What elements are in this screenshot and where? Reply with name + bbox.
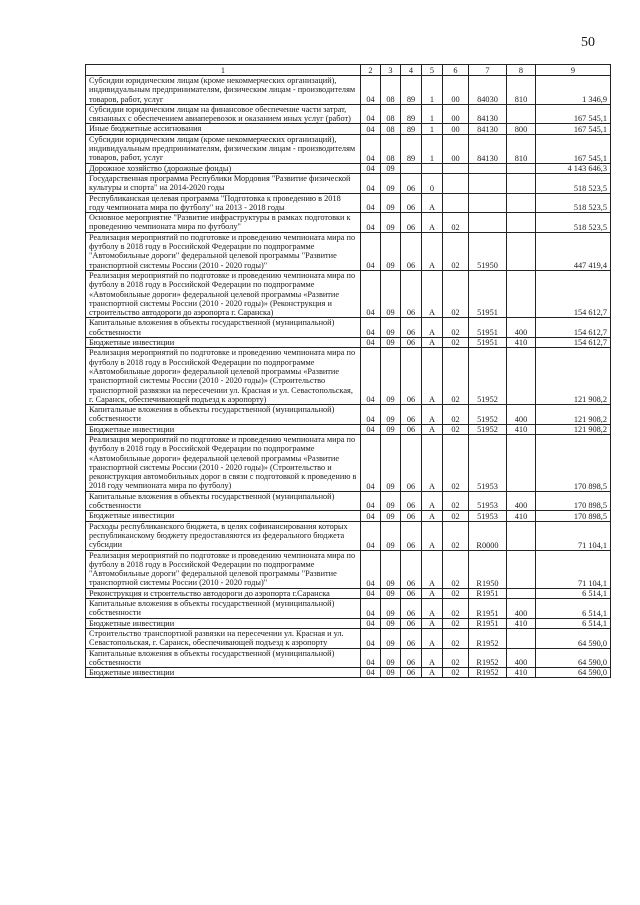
code-subsection: 09 [381, 232, 401, 270]
code-program: 06 [401, 338, 422, 348]
code-section: 04 [361, 405, 381, 425]
code-program: 06 [401, 232, 422, 270]
row-amount: 1 346,9 [536, 76, 611, 105]
row-amount: 6 514,1 [536, 588, 611, 598]
code-program: 06 [401, 648, 422, 668]
code-activity: 02 [443, 599, 469, 619]
code-subsection: 09 [381, 270, 401, 317]
code-subprogram: А [422, 434, 443, 491]
code-subsection: 09 [381, 628, 401, 648]
code-expense-type [507, 270, 536, 317]
code-direction: 51953 [469, 511, 507, 521]
code-activity: 02 [443, 491, 469, 511]
row-amount: 518 523,5 [536, 213, 611, 233]
table-row [86, 348, 611, 405]
row-amount: 121 908,2 [536, 424, 611, 434]
code-subsection: 09 [381, 213, 401, 233]
code-expense-type: 410 [507, 618, 536, 628]
code-subsection: 09 [381, 491, 401, 511]
code-program: 06 [401, 588, 422, 598]
code-activity: 02 [443, 668, 469, 678]
code-expense-type: 400 [507, 405, 536, 425]
code-direction: 51952 [469, 348, 507, 405]
code-subsection: 09 [381, 173, 401, 193]
code-expense-type: 400 [507, 599, 536, 619]
column-header: 6 [443, 65, 469, 76]
table-row [86, 76, 611, 105]
table-row [86, 618, 611, 628]
code-direction: 84130 [469, 104, 507, 124]
code-section: 04 [361, 668, 381, 678]
row-description: Бюджетные инвестиции [86, 618, 361, 628]
code-subsection: 09 [381, 338, 401, 348]
code-subsection: 08 [381, 76, 401, 105]
row-amount: 170 898,5 [536, 511, 611, 521]
code-subsection: 09 [381, 163, 401, 173]
code-activity: 02 [443, 648, 469, 668]
code-subprogram: А [422, 193, 443, 213]
code-program: 89 [401, 104, 422, 124]
code-subsection: 08 [381, 104, 401, 124]
code-direction: R1951 [469, 618, 507, 628]
page-number: 50 [581, 35, 595, 50]
table-row [86, 270, 611, 317]
code-expense-type: 410 [507, 511, 536, 521]
code-subsection: 09 [381, 599, 401, 619]
table-row [86, 134, 611, 163]
code-section: 04 [361, 511, 381, 521]
code-subsection: 09 [381, 424, 401, 434]
code-activity: 02 [443, 618, 469, 628]
code-subprogram: А [422, 668, 443, 678]
code-activity: 02 [443, 588, 469, 598]
code-section: 04 [361, 76, 381, 105]
code-expense-type [507, 163, 536, 173]
code-program: 06 [401, 521, 422, 550]
code-direction: 84130 [469, 134, 507, 163]
code-subprogram: А [422, 405, 443, 425]
row-description: Республиканская целевая программа "Подготовка к проведению в 2018 году чемпионата мира по футболу" на 2013 - 2018 годы [86, 193, 361, 213]
code-subprogram: А [422, 550, 443, 588]
code-direction: R1952 [469, 628, 507, 648]
code-section: 04 [361, 163, 381, 173]
code-section: 04 [361, 618, 381, 628]
code-subsection: 08 [381, 134, 401, 163]
table-row [86, 213, 611, 233]
code-subsection: 09 [381, 434, 401, 491]
row-description: Субсидии юридическим лицам на финансовое обеспечение части затрат, связанных с обеспечением авиаперевозок и оказанием иных услуг (работ) [86, 104, 361, 124]
table-row [86, 511, 611, 521]
code-direction [469, 163, 507, 173]
code-subprogram: А [422, 213, 443, 233]
code-direction: R1950 [469, 550, 507, 588]
code-program: 06 [401, 618, 422, 628]
row-amount: 64 590,0 [536, 628, 611, 648]
code-direction: 51950 [469, 232, 507, 270]
row-amount: 6 514,1 [536, 618, 611, 628]
row-description: Строительство транспортной развязки на пересечении ул. Красная и ул. Севастопольская, г. Саранск, обеспечивающей подъезд к аэропорту [86, 628, 361, 648]
row-amount: 121 908,2 [536, 348, 611, 405]
code-direction: R1952 [469, 668, 507, 678]
code-subsection: 09 [381, 648, 401, 668]
row-description: Капитальные вложения в объекты государственной (муниципальной) собственности [86, 318, 361, 338]
code-subsection: 09 [381, 318, 401, 338]
code-direction: 51952 [469, 405, 507, 425]
code-activity [443, 163, 469, 173]
table-row [86, 628, 611, 648]
row-description: Основное мероприятие "Развитие инфраструктуры в рамках подготовки к проведению чемпионата мира по футболу" [86, 213, 361, 233]
table-row [86, 104, 611, 124]
code-activity: 02 [443, 270, 469, 317]
code-activity: 02 [443, 511, 469, 521]
table-row [86, 163, 611, 173]
code-activity: 00 [443, 76, 469, 105]
code-subprogram: А [422, 599, 443, 619]
budget-table [85, 64, 611, 678]
code-subprogram: 1 [422, 124, 443, 134]
code-direction: 84030 [469, 76, 507, 105]
code-expense-type: 800 [507, 124, 536, 134]
code-subsection: 08 [381, 124, 401, 134]
code-program: 89 [401, 134, 422, 163]
row-amount: 167 545,1 [536, 124, 611, 134]
code-subsection: 09 [381, 668, 401, 678]
code-subprogram: А [422, 318, 443, 338]
code-subsection: 09 [381, 618, 401, 628]
code-program: 89 [401, 124, 422, 134]
code-subprogram [422, 163, 443, 173]
code-direction: 51953 [469, 491, 507, 511]
column-header: 9 [536, 65, 611, 76]
column-header: 5 [422, 65, 443, 76]
table-row [86, 338, 611, 348]
row-amount: 154 612,7 [536, 338, 611, 348]
row-description: Бюджетные инвестиции [86, 668, 361, 678]
code-expense-type [507, 213, 536, 233]
row-amount: 154 612,7 [536, 318, 611, 338]
column-header: 4 [401, 65, 422, 76]
table-row [86, 491, 611, 511]
code-program: 06 [401, 668, 422, 678]
code-subprogram: А [422, 338, 443, 348]
row-amount: 518 523,5 [536, 193, 611, 213]
code-subsection: 09 [381, 193, 401, 213]
code-section: 04 [361, 434, 381, 491]
code-activity [443, 173, 469, 193]
code-program: 06 [401, 628, 422, 648]
table-row [86, 424, 611, 434]
code-program: 89 [401, 76, 422, 105]
code-subprogram: А [422, 348, 443, 405]
code-expense-type [507, 232, 536, 270]
code-subsection: 09 [381, 521, 401, 550]
code-subprogram: А [422, 618, 443, 628]
code-program [401, 163, 422, 173]
code-program: 06 [401, 424, 422, 434]
code-subprogram: 0 [422, 173, 443, 193]
code-expense-type: 400 [507, 491, 536, 511]
code-activity: 02 [443, 424, 469, 434]
row-amount: 167 545,1 [536, 134, 611, 163]
code-section: 04 [361, 599, 381, 619]
row-description: Реализация мероприятий по подготовке и проведению чемпионата мира по футболу в 2018 году в Российской Федерации по подпрограмме «Автомобильные дороги» федеральной целевой программы «Развитие транспортной системы России (2010 - 2020 годы)» (Строительство транспортной развязки на пересечении ул. Красная и ул. Севастопольская, г. Саранск, обеспечивающей подъезд к аэропорту) [86, 348, 361, 405]
code-direction [469, 213, 507, 233]
code-subprogram: А [422, 648, 443, 668]
code-section: 04 [361, 193, 381, 213]
code-expense-type [507, 104, 536, 124]
code-expense-type: 410 [507, 668, 536, 678]
code-expense-type [507, 348, 536, 405]
code-activity [443, 193, 469, 213]
code-expense-type: 410 [507, 424, 536, 434]
table-row [86, 588, 611, 598]
row-description: Реконструкция и строительство автодороги до аэропорта г.Саранска [86, 588, 361, 598]
code-subsection: 09 [381, 588, 401, 598]
code-section: 04 [361, 318, 381, 338]
column-header: 1 [86, 65, 361, 76]
code-activity: 00 [443, 134, 469, 163]
row-description: Иные бюджетные ассигнования [86, 124, 361, 134]
code-direction: 84130 [469, 124, 507, 134]
code-activity: 02 [443, 405, 469, 425]
code-program: 06 [401, 434, 422, 491]
code-direction: 51951 [469, 338, 507, 348]
code-section: 04 [361, 348, 381, 405]
column-header: 8 [507, 65, 536, 76]
code-section: 04 [361, 550, 381, 588]
row-description: Капитальные вложения в объекты государственной (муниципальной) собственности [86, 648, 361, 668]
code-expense-type: 810 [507, 76, 536, 105]
code-activity: 02 [443, 232, 469, 270]
row-description: Капитальные вложения в объекты государственной (муниципальной) собственности [86, 599, 361, 619]
table-row [86, 173, 611, 193]
code-section: 04 [361, 491, 381, 511]
table-row [86, 668, 611, 678]
row-amount: 167 545,1 [536, 104, 611, 124]
table-row [86, 318, 611, 338]
row-amount: 6 514,1 [536, 599, 611, 619]
code-activity: 02 [443, 348, 469, 405]
code-direction [469, 193, 507, 213]
table-header-row [86, 65, 611, 76]
row-amount: 71 104,1 [536, 521, 611, 550]
code-activity: 02 [443, 550, 469, 588]
code-subsection: 09 [381, 348, 401, 405]
code-program: 06 [401, 270, 422, 317]
code-expense-type [507, 628, 536, 648]
code-expense-type [507, 521, 536, 550]
code-expense-type [507, 550, 536, 588]
code-activity: 02 [443, 338, 469, 348]
code-activity: 02 [443, 521, 469, 550]
code-expense-type: 410 [507, 338, 536, 348]
code-section: 04 [361, 232, 381, 270]
code-program: 06 [401, 348, 422, 405]
row-description: Субсидии юридическим лицам (кроме некоммерческих организаций), индивидуальным предпринимателям, физическим лицам - производителям товаров, работ, услуг [86, 76, 361, 105]
code-activity: 02 [443, 213, 469, 233]
code-section: 04 [361, 173, 381, 193]
row-amount: 71 104,1 [536, 550, 611, 588]
code-program: 06 [401, 491, 422, 511]
code-program: 06 [401, 550, 422, 588]
code-subsection: 09 [381, 550, 401, 588]
code-subprogram: А [422, 232, 443, 270]
code-subsection: 09 [381, 511, 401, 521]
row-amount: 64 590,0 [536, 668, 611, 678]
code-subprogram: А [422, 511, 443, 521]
row-amount: 170 898,5 [536, 434, 611, 491]
row-description: Реализация мероприятий по подготовке и проведению чемпионата мира по футболу в 2018 году в Российской Федерации по подпрограмме «Автомобильные дороги» федеральной целевой программы «Развитие транспортной системы России (2010 - 2020 годы)» (Строительство и реконструкция автомобильных дорог в связи с подготовкой к проведению в 2018 году чемпионата мира по футболу) [86, 434, 361, 491]
row-description: Капитальные вложения в объекты государственной (муниципальной) собственности [86, 491, 361, 511]
row-amount: 170 898,5 [536, 491, 611, 511]
code-section: 04 [361, 338, 381, 348]
code-section: 04 [361, 628, 381, 648]
code-section: 04 [361, 134, 381, 163]
code-subprogram: 1 [422, 134, 443, 163]
table-row [86, 521, 611, 550]
code-expense-type [507, 193, 536, 213]
row-description: Бюджетные инвестиции [86, 511, 361, 521]
code-expense-type [507, 588, 536, 598]
table-row [86, 648, 611, 668]
table-row [86, 434, 611, 491]
row-amount: 518 523,5 [536, 173, 611, 193]
row-description: Реализация мероприятий по подготовке и проведению чемпионата мира по футболу в 2018 году в Российской Федерации по подпрограмме "Автомобильные дороги" федеральной целевой программы "Развитие транспортной системы России (2010 - 2020 годы)" [86, 550, 361, 588]
code-subprogram: А [422, 491, 443, 511]
row-description: Реализация мероприятий по подготовке и проведению чемпионата мира по футболу в 2018 году в Российской Федерации по подпрограмме «Автомобильные дороги» федеральной целевой программы «Развитие транспортной системы России (2010 - 2020 годы)» (Реконструкция и строительство автодороги до аэропорта г. Саранска) [86, 270, 361, 317]
code-program: 06 [401, 599, 422, 619]
code-direction [469, 173, 507, 193]
code-expense-type [507, 434, 536, 491]
row-description: Реализация мероприятий по подготовке и проведению чемпионата мира по футболу в 2018 году в Российской Федерации по подпрограмме "Автомобильные дороги" федеральной целевой программы "Развитие транспортной системы России (2010 - 2020 годы)" [86, 232, 361, 270]
code-subprogram: 1 [422, 76, 443, 105]
row-amount: 4 143 646,3 [536, 163, 611, 173]
code-section: 04 [361, 213, 381, 233]
table-row [86, 232, 611, 270]
code-subsection: 09 [381, 405, 401, 425]
code-expense-type [507, 173, 536, 193]
code-direction: R1952 [469, 648, 507, 668]
code-activity: 02 [443, 318, 469, 338]
code-expense-type: 400 [507, 648, 536, 668]
code-program: 06 [401, 173, 422, 193]
code-section: 04 [361, 124, 381, 134]
row-description: Субсидии юридическим лицам (кроме некоммерческих организаций), индивидуальным предпринимателям, физическим лицам - производителям товаров, работ, услуг [86, 134, 361, 163]
column-header: 3 [381, 65, 401, 76]
code-section: 04 [361, 424, 381, 434]
code-section: 04 [361, 588, 381, 598]
row-amount: 121 908,2 [536, 405, 611, 425]
code-expense-type: 810 [507, 134, 536, 163]
code-activity: 02 [443, 434, 469, 491]
table-row [86, 405, 611, 425]
code-direction: R0000 [469, 521, 507, 550]
table-row [86, 193, 611, 213]
code-subprogram: А [422, 628, 443, 648]
row-amount: 154 612,7 [536, 270, 611, 317]
code-direction: 51953 [469, 434, 507, 491]
row-description: Бюджетные инвестиции [86, 424, 361, 434]
row-description: Капитальные вложения в объекты государственной (муниципальной) собственности [86, 405, 361, 425]
code-activity: 00 [443, 104, 469, 124]
code-expense-type: 400 [507, 318, 536, 338]
column-header: 7 [469, 65, 507, 76]
row-description: Государственная программа Республики Мордовия "Развитие физической культуры и спорта" на 2014-2020 годы [86, 173, 361, 193]
row-description: Дорожное хозяйство (дорожные фонды) [86, 163, 361, 173]
code-direction: 51951 [469, 318, 507, 338]
code-program: 06 [401, 405, 422, 425]
code-program: 06 [401, 318, 422, 338]
row-description: Расходы республиканского бюджета, в целях софинансирования которых республиканскому бюджету предоставляются из федерального бюджета субсидии [86, 521, 361, 550]
code-subprogram: А [422, 588, 443, 598]
code-section: 04 [361, 648, 381, 668]
code-section: 04 [361, 270, 381, 317]
table-row [86, 550, 611, 588]
code-activity: 02 [443, 628, 469, 648]
code-section: 04 [361, 521, 381, 550]
code-activity: 00 [443, 124, 469, 134]
code-subprogram: А [422, 270, 443, 317]
row-description: Бюджетные инвестиции [86, 338, 361, 348]
row-amount: 64 590,0 [536, 648, 611, 668]
code-direction: 51951 [469, 270, 507, 317]
row-amount: 447 419,4 [536, 232, 611, 270]
code-subprogram: 1 [422, 104, 443, 124]
column-header: 2 [361, 65, 381, 76]
table-row [86, 124, 611, 134]
code-direction: 51952 [469, 424, 507, 434]
code-section: 04 [361, 104, 381, 124]
code-program: 06 [401, 511, 422, 521]
code-program: 06 [401, 193, 422, 213]
code-subprogram: А [422, 521, 443, 550]
code-direction: R1951 [469, 599, 507, 619]
code-subprogram: А [422, 424, 443, 434]
code-direction: R1951 [469, 588, 507, 598]
code-program: 06 [401, 213, 422, 233]
table-row [86, 599, 611, 619]
